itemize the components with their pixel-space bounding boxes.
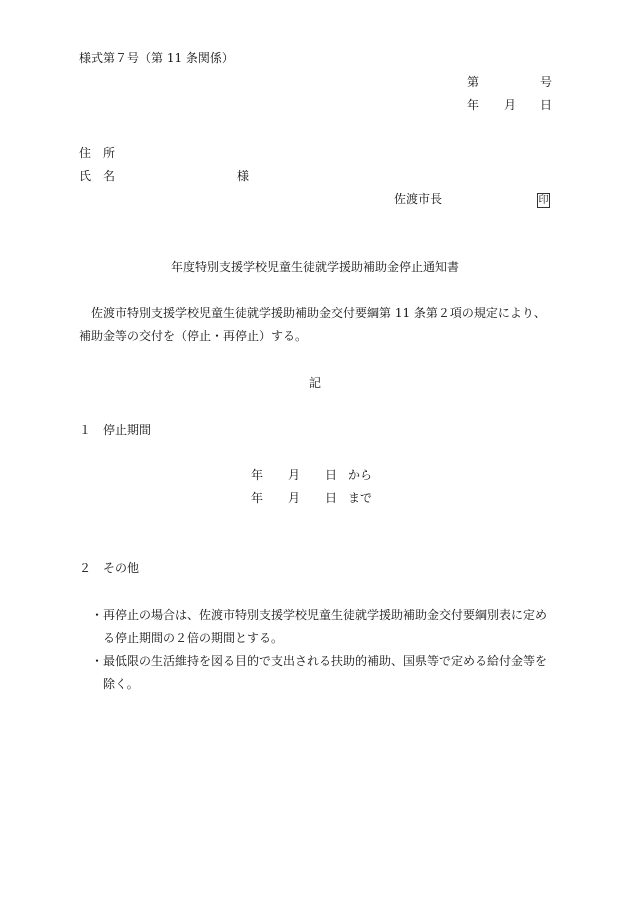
section2-heading: その他 — [103, 561, 140, 575]
section1-number: １ — [79, 423, 92, 437]
doc-date-month: 月 — [504, 98, 517, 112]
honorific: 様 — [237, 169, 250, 183]
period-to-suffix: まで — [348, 491, 373, 505]
address-label: 住 所 — [79, 146, 116, 160]
section1-heading: 停止期間 — [103, 423, 152, 437]
period-to-month: 月 — [288, 491, 301, 505]
period-to-year: 年 — [251, 491, 264, 505]
document-title: 年度特別支援学校児童生徒就学援助補助金停止通知書 — [170, 260, 459, 274]
body-line-2: 補助金等の交付を（停止・再停止）する。 — [79, 329, 308, 343]
note-1-line-2: る停止期間の２倍の期間とする。 — [103, 631, 284, 645]
seal-icon: 印 — [538, 195, 549, 206]
doc-date-day: 日 — [540, 98, 553, 112]
period-to-day: 日 — [325, 491, 338, 505]
doc-number-prefix: 第 — [467, 75, 480, 89]
doc-date-year: 年 — [467, 98, 480, 112]
period-from-month: 月 — [288, 468, 301, 482]
name-label: 氏 名 — [79, 169, 116, 183]
note-2-line-2: 除く。 — [103, 677, 139, 691]
doc-number-suffix: 号 — [540, 75, 553, 89]
form-number: 様式第７号（第 11 条関係） — [79, 51, 234, 65]
period-from-suffix: から — [348, 468, 373, 482]
note-1-line-1: ・再停止の場合は、佐渡市特別支援学校児童生徒就学援助補助金交付要綱別表に定め — [91, 608, 548, 622]
period-from-day: 日 — [325, 468, 338, 482]
note-2-line-1: ・最低限の生活維持を図る目的で支出される扶助的補助、国県等で定める給付金等を — [91, 654, 548, 668]
body-line-1: 佐渡市特別支援学校児童生徒就学援助補助金交付要綱第 11 条第２項の規定により、 — [91, 306, 546, 320]
ki-heading: 記 — [308, 376, 321, 390]
section2-number: ２ — [79, 561, 92, 575]
issuer-title: 佐渡市長 — [394, 192, 443, 206]
seal-mark — [537, 191, 550, 208]
period-from-year: 年 — [251, 468, 264, 482]
